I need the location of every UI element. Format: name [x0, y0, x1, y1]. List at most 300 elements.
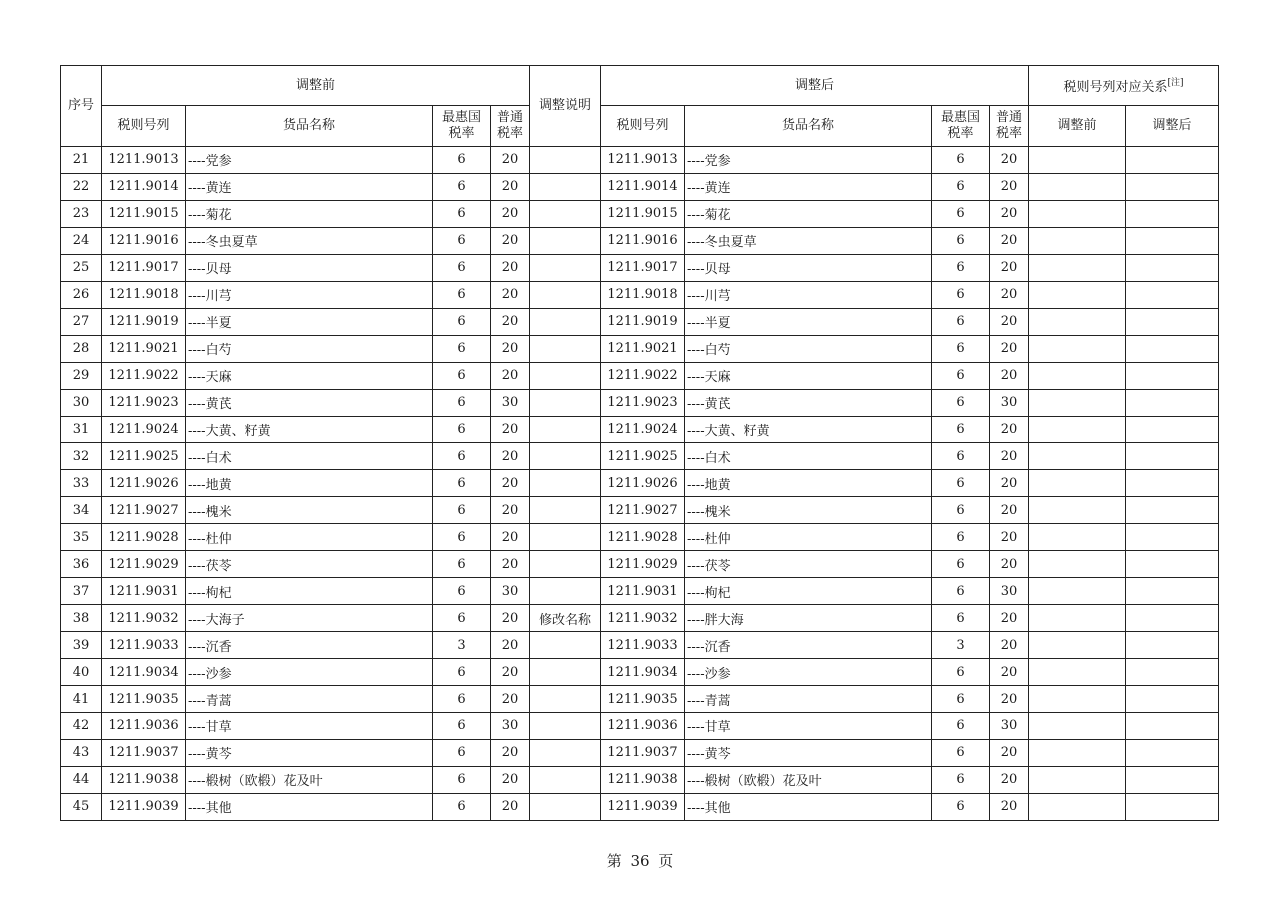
seq-cell: 23	[61, 200, 102, 227]
general-after-cell: 20	[990, 632, 1029, 659]
header-note: 调整说明	[530, 66, 601, 147]
table-row	[61, 497, 1219, 524]
mapping-before-cell	[1029, 254, 1126, 281]
mapping-after-cell	[1126, 254, 1219, 281]
general-after-cell: 20	[990, 227, 1029, 254]
mapping-after-cell	[1126, 524, 1219, 551]
mapping-before-cell	[1029, 335, 1126, 362]
name-before-cell: ----大黄、籽黄	[186, 416, 433, 443]
name-before-cell: ----其他	[186, 793, 433, 820]
code-after-cell: 1211.9037	[601, 739, 685, 766]
mapping-before-cell	[1029, 147, 1126, 174]
table-row	[61, 470, 1219, 497]
table-row	[61, 200, 1219, 227]
mapping-before-cell	[1029, 659, 1126, 686]
adjust-note-cell	[530, 389, 601, 416]
table-row	[61, 281, 1219, 308]
code-after-cell: 1211.9029	[601, 551, 685, 578]
name-after-cell: ----青蒿	[685, 686, 932, 713]
seq-cell: 35	[61, 524, 102, 551]
code-after-cell: 1211.9034	[601, 659, 685, 686]
mfn-before-cell: 6	[433, 766, 491, 793]
general-before-cell: 20	[491, 227, 530, 254]
mapping-before-cell	[1029, 524, 1126, 551]
mfn-before-cell: 6	[433, 793, 491, 820]
code-after-cell: 1211.9022	[601, 362, 685, 389]
mapping-before-cell	[1029, 497, 1126, 524]
mfn-after-cell: 6	[932, 739, 990, 766]
seq-cell: 31	[61, 416, 102, 443]
general-before-cell: 20	[491, 147, 530, 174]
name-after-cell: ----菊花	[685, 200, 932, 227]
adjust-note-cell	[530, 200, 601, 227]
code-after-cell: 1211.9031	[601, 578, 685, 605]
mapping-before-cell	[1029, 605, 1126, 632]
name-before-cell: ----杜仲	[186, 524, 433, 551]
name-before-cell: ----槐米	[186, 497, 433, 524]
tariff-adjustment-table	[60, 65, 1219, 821]
adjust-note-cell	[530, 739, 601, 766]
name-before-cell: ----天麻	[186, 362, 433, 389]
name-after-cell: ----半夏	[685, 308, 932, 335]
name-after-cell: ----冬虫夏草	[685, 227, 932, 254]
header-mapping-group	[1029, 66, 1219, 106]
general-before-cell: 20	[491, 470, 530, 497]
mfn-before-cell: 6	[433, 389, 491, 416]
name-after-cell: ----党参	[685, 147, 932, 174]
general-after-cell: 20	[990, 686, 1029, 713]
code-after-cell: 1211.9018	[601, 281, 685, 308]
mfn-after-cell: 6	[932, 605, 990, 632]
code-after-cell: 1211.9036	[601, 713, 685, 740]
mfn-before-cell: 3	[433, 632, 491, 659]
code-after-cell: 1211.9035	[601, 686, 685, 713]
adjust-note-cell	[530, 766, 601, 793]
mapping-after-cell	[1126, 605, 1219, 632]
general-after-cell: 20	[990, 362, 1029, 389]
name-after-cell: ----槐米	[685, 497, 932, 524]
mapping-after-cell	[1126, 713, 1219, 740]
header-mfn-after	[932, 106, 990, 147]
mfn-after-cell: 6	[932, 443, 990, 470]
general-before-cell: 20	[491, 632, 530, 659]
seq-cell: 28	[61, 335, 102, 362]
table-row	[61, 551, 1219, 578]
mfn-after-cell: 6	[932, 389, 990, 416]
adjust-note-cell	[530, 308, 601, 335]
mfn-after-cell: 6	[932, 551, 990, 578]
mapping-before-cell	[1029, 281, 1126, 308]
name-before-cell: ----冬虫夏草	[186, 227, 433, 254]
name-before-cell: ----黄连	[186, 173, 433, 200]
adjust-note-cell	[530, 173, 601, 200]
mfn-label: 最惠国税率	[941, 110, 981, 141]
mapping-after-cell	[1126, 147, 1219, 174]
general-after-cell: 20	[990, 281, 1029, 308]
table-row	[61, 578, 1219, 605]
mapping-after-cell	[1126, 686, 1219, 713]
header-code-after: 税则号列	[601, 106, 685, 147]
footnote-marker: [注]	[1167, 78, 1184, 88]
name-after-cell: ----甘草	[685, 713, 932, 740]
mfn-before-cell: 6	[433, 659, 491, 686]
header-mfn-before	[433, 106, 491, 147]
code-before-cell: 1211.9036	[102, 713, 186, 740]
name-after-cell: ----沉香	[685, 632, 932, 659]
table-row	[61, 686, 1219, 713]
general-before-cell: 20	[491, 173, 530, 200]
header-mapping-after: 调整后	[1126, 106, 1219, 147]
general-before-cell: 30	[491, 713, 530, 740]
name-after-cell: ----黄芪	[685, 389, 932, 416]
general-before-cell: 20	[491, 416, 530, 443]
table-row	[61, 443, 1219, 470]
general-before-cell: 20	[491, 281, 530, 308]
name-before-cell: ----地黄	[186, 470, 433, 497]
mapping-after-cell	[1126, 173, 1219, 200]
mfn-after-cell: 6	[932, 497, 990, 524]
code-before-cell: 1211.9037	[102, 739, 186, 766]
code-before-cell: 1211.9031	[102, 578, 186, 605]
mapping-before-cell	[1029, 551, 1126, 578]
header-after-group: 调整后	[601, 66, 1029, 106]
table-row	[61, 524, 1219, 551]
name-after-cell: ----黄连	[685, 173, 932, 200]
code-before-cell: 1211.9022	[102, 362, 186, 389]
code-before-cell: 1211.9019	[102, 308, 186, 335]
code-after-cell: 1211.9017	[601, 254, 685, 281]
name-before-cell: ----甘草	[186, 713, 433, 740]
mapping-after-cell	[1126, 200, 1219, 227]
table-row	[61, 227, 1219, 254]
mfn-after-cell: 6	[932, 254, 990, 281]
adjust-note-cell	[530, 416, 601, 443]
mapping-before-cell	[1029, 443, 1126, 470]
code-before-cell: 1211.9034	[102, 659, 186, 686]
table-row	[61, 632, 1219, 659]
code-before-cell: 1211.9039	[102, 793, 186, 820]
adjust-note-cell: 修改名称	[530, 605, 601, 632]
adjust-note-cell	[530, 793, 601, 820]
seq-cell: 32	[61, 443, 102, 470]
mapping-before-cell	[1029, 686, 1126, 713]
mapping-before-cell	[1029, 739, 1126, 766]
general-before-cell: 20	[491, 739, 530, 766]
general-after-cell: 20	[990, 524, 1029, 551]
name-before-cell: ----黄芩	[186, 739, 433, 766]
mapping-after-cell	[1126, 739, 1219, 766]
general-before-cell: 20	[491, 766, 530, 793]
name-before-cell: ----党参	[186, 147, 433, 174]
mfn-before-cell: 6	[433, 147, 491, 174]
adjust-note-cell	[530, 713, 601, 740]
code-before-cell: 1211.9029	[102, 551, 186, 578]
seq-cell: 40	[61, 659, 102, 686]
general-after-cell: 20	[990, 739, 1029, 766]
header-gen-before	[491, 106, 530, 147]
mfn-after-cell: 6	[932, 793, 990, 820]
name-after-cell: ----地黄	[685, 470, 932, 497]
mapping-after-cell	[1126, 281, 1219, 308]
code-after-cell: 1211.9032	[601, 605, 685, 632]
general-after-cell: 20	[990, 416, 1029, 443]
code-before-cell: 1211.9024	[102, 416, 186, 443]
mfn-before-cell: 6	[433, 308, 491, 335]
mapping-after-cell	[1126, 766, 1219, 793]
code-before-cell: 1211.9023	[102, 389, 186, 416]
general-before-cell: 20	[491, 200, 530, 227]
page-number: 第 36 页	[606, 852, 674, 870]
adjust-note-cell	[530, 335, 601, 362]
mfn-after-cell: 6	[932, 470, 990, 497]
seq-cell: 34	[61, 497, 102, 524]
general-after-cell: 20	[990, 605, 1029, 632]
mfn-after-cell: 6	[932, 200, 990, 227]
mapping-after-cell	[1126, 227, 1219, 254]
table-row	[61, 713, 1219, 740]
mapping-group-label: 税则号列对应关系	[1063, 80, 1168, 95]
mfn-before-cell: 6	[433, 497, 491, 524]
mfn-after-cell: 6	[932, 308, 990, 335]
mapping-before-cell	[1029, 578, 1126, 605]
seq-cell: 24	[61, 227, 102, 254]
seq-cell: 42	[61, 713, 102, 740]
name-before-cell: ----茯苓	[186, 551, 433, 578]
name-after-cell: ----大黄、籽黄	[685, 416, 932, 443]
mfn-before-cell: 6	[433, 335, 491, 362]
seq-cell: 29	[61, 362, 102, 389]
mapping-before-cell	[1029, 632, 1126, 659]
general-after-cell: 20	[990, 147, 1029, 174]
mapping-after-cell	[1126, 578, 1219, 605]
code-before-cell: 1211.9038	[102, 766, 186, 793]
code-before-cell: 1211.9014	[102, 173, 186, 200]
adjust-note-cell	[530, 551, 601, 578]
general-after-cell: 20	[990, 443, 1029, 470]
adjust-note-cell	[530, 470, 601, 497]
seq-cell: 45	[61, 793, 102, 820]
mapping-before-cell	[1029, 227, 1126, 254]
table-row	[61, 254, 1219, 281]
general-after-cell: 30	[990, 389, 1029, 416]
name-before-cell: ----椴树（欧椴）花及叶	[186, 766, 433, 793]
code-after-cell: 1211.9024	[601, 416, 685, 443]
mfn-before-cell: 6	[433, 281, 491, 308]
general-before-cell: 20	[491, 254, 530, 281]
code-before-cell: 1211.9015	[102, 200, 186, 227]
mfn-before-cell: 6	[433, 443, 491, 470]
mfn-after-cell: 6	[932, 147, 990, 174]
table-row	[61, 659, 1219, 686]
name-before-cell: ----沉香	[186, 632, 433, 659]
code-after-cell: 1211.9027	[601, 497, 685, 524]
name-after-cell: ----川芎	[685, 281, 932, 308]
table-row	[61, 308, 1219, 335]
code-after-cell: 1211.9015	[601, 200, 685, 227]
mfn-after-cell: 6	[932, 416, 990, 443]
header-mapping-before: 调整前	[1029, 106, 1126, 147]
mfn-before-cell: 6	[433, 551, 491, 578]
name-before-cell: ----半夏	[186, 308, 433, 335]
adjust-note-cell	[530, 443, 601, 470]
mapping-after-cell	[1126, 632, 1219, 659]
table-row	[61, 147, 1219, 174]
name-before-cell: ----白芍	[186, 335, 433, 362]
mfn-after-cell: 6	[932, 335, 990, 362]
mfn-after-cell: 6	[932, 524, 990, 551]
seq-cell: 41	[61, 686, 102, 713]
seq-cell: 30	[61, 389, 102, 416]
seq-cell: 21	[61, 147, 102, 174]
mapping-before-cell	[1029, 416, 1126, 443]
table-row	[61, 335, 1219, 362]
name-before-cell: ----沙参	[186, 659, 433, 686]
code-before-cell: 1211.9026	[102, 470, 186, 497]
table-row	[61, 173, 1219, 200]
code-before-cell: 1211.9025	[102, 443, 186, 470]
mapping-after-cell	[1126, 659, 1219, 686]
code-before-cell: 1211.9021	[102, 335, 186, 362]
mfn-before-cell: 6	[433, 578, 491, 605]
seq-cell: 22	[61, 173, 102, 200]
header-name-before: 货品名称	[186, 106, 433, 147]
mapping-after-cell	[1126, 389, 1219, 416]
name-after-cell: ----白术	[685, 443, 932, 470]
seq-cell: 38	[61, 605, 102, 632]
name-after-cell: ----沙参	[685, 659, 932, 686]
general-after-cell: 20	[990, 173, 1029, 200]
table-row	[61, 416, 1219, 443]
general-before-cell: 20	[491, 605, 530, 632]
name-after-cell: ----杜仲	[685, 524, 932, 551]
code-after-cell: 1211.9038	[601, 766, 685, 793]
general-before-cell: 20	[491, 659, 530, 686]
mapping-after-cell	[1126, 416, 1219, 443]
mapping-before-cell	[1029, 389, 1126, 416]
mapping-after-cell	[1126, 551, 1219, 578]
code-after-cell: 1211.9039	[601, 793, 685, 820]
general-label: 普通税率	[497, 110, 524, 141]
mapping-before-cell	[1029, 200, 1126, 227]
mfn-before-cell: 6	[433, 416, 491, 443]
code-after-cell: 1211.9019	[601, 308, 685, 335]
name-before-cell: ----黄芪	[186, 389, 433, 416]
general-after-cell: 20	[990, 793, 1029, 820]
mfn-before-cell: 6	[433, 254, 491, 281]
general-after-cell: 20	[990, 551, 1029, 578]
code-before-cell: 1211.9033	[102, 632, 186, 659]
table-row	[61, 605, 1219, 632]
code-after-cell: 1211.9014	[601, 173, 685, 200]
mapping-before-cell	[1029, 766, 1126, 793]
name-after-cell: ----其他	[685, 793, 932, 820]
adjust-note-cell	[530, 147, 601, 174]
name-after-cell: ----椴树（欧椴）花及叶	[685, 766, 932, 793]
mfn-after-cell: 6	[932, 281, 990, 308]
adjust-note-cell	[530, 659, 601, 686]
general-after-cell: 20	[990, 335, 1029, 362]
code-before-cell: 1211.9027	[102, 497, 186, 524]
name-after-cell: ----白芍	[685, 335, 932, 362]
name-after-cell: ----胖大海	[685, 605, 932, 632]
adjust-note-cell	[530, 632, 601, 659]
adjust-note-cell	[530, 578, 601, 605]
general-after-cell: 20	[990, 766, 1029, 793]
mfn-after-cell: 6	[932, 766, 990, 793]
mfn-after-cell: 6	[932, 659, 990, 686]
mfn-before-cell: 6	[433, 605, 491, 632]
mapping-after-cell	[1126, 335, 1219, 362]
mapping-before-cell	[1029, 173, 1126, 200]
name-before-cell: ----枸杞	[186, 578, 433, 605]
mfn-after-cell: 6	[932, 227, 990, 254]
mfn-before-cell: 6	[433, 173, 491, 200]
mfn-before-cell: 6	[433, 713, 491, 740]
header-gen-after	[990, 106, 1029, 147]
general-before-cell: 20	[491, 686, 530, 713]
general-after-cell: 20	[990, 497, 1029, 524]
general-after-cell: 20	[990, 254, 1029, 281]
mapping-after-cell	[1126, 362, 1219, 389]
code-after-cell: 1211.9026	[601, 470, 685, 497]
table-row	[61, 793, 1219, 820]
table-row	[61, 362, 1219, 389]
name-before-cell: ----菊花	[186, 200, 433, 227]
adjust-note-cell	[530, 686, 601, 713]
mapping-after-cell	[1126, 497, 1219, 524]
general-before-cell: 20	[491, 308, 530, 335]
code-before-cell: 1211.9032	[102, 605, 186, 632]
code-after-cell: 1211.9021	[601, 335, 685, 362]
general-before-cell: 20	[491, 524, 530, 551]
general-before-cell: 20	[491, 793, 530, 820]
mfn-before-cell: 6	[433, 362, 491, 389]
name-before-cell: ----川芎	[186, 281, 433, 308]
name-before-cell: ----青蒿	[186, 686, 433, 713]
mfn-before-cell: 6	[433, 470, 491, 497]
general-before-cell: 20	[491, 551, 530, 578]
seq-cell: 33	[61, 470, 102, 497]
general-before-cell: 20	[491, 443, 530, 470]
mapping-before-cell	[1029, 308, 1126, 335]
general-before-cell: 20	[491, 335, 530, 362]
header-name-after: 货品名称	[685, 106, 932, 147]
code-before-cell: 1211.9035	[102, 686, 186, 713]
mfn-after-cell: 6	[932, 713, 990, 740]
name-before-cell: ----白术	[186, 443, 433, 470]
adjust-note-cell	[530, 281, 601, 308]
mfn-before-cell: 6	[433, 739, 491, 766]
code-before-cell: 1211.9028	[102, 524, 186, 551]
mfn-after-cell: 6	[932, 686, 990, 713]
name-after-cell: ----黄芩	[685, 739, 932, 766]
seq-cell: 26	[61, 281, 102, 308]
adjust-note-cell	[530, 524, 601, 551]
mfn-after-cell: 3	[932, 632, 990, 659]
mapping-after-cell	[1126, 793, 1219, 820]
seq-cell: 39	[61, 632, 102, 659]
code-before-cell: 1211.9018	[102, 281, 186, 308]
mfn-after-cell: 6	[932, 578, 990, 605]
code-before-cell: 1211.9013	[102, 147, 186, 174]
mapping-after-cell	[1126, 443, 1219, 470]
table-row	[61, 766, 1219, 793]
header-before-group: 调整前	[102, 66, 530, 106]
mapping-after-cell	[1126, 470, 1219, 497]
general-after-cell: 30	[990, 713, 1029, 740]
code-after-cell: 1211.9016	[601, 227, 685, 254]
mapping-after-cell	[1126, 308, 1219, 335]
